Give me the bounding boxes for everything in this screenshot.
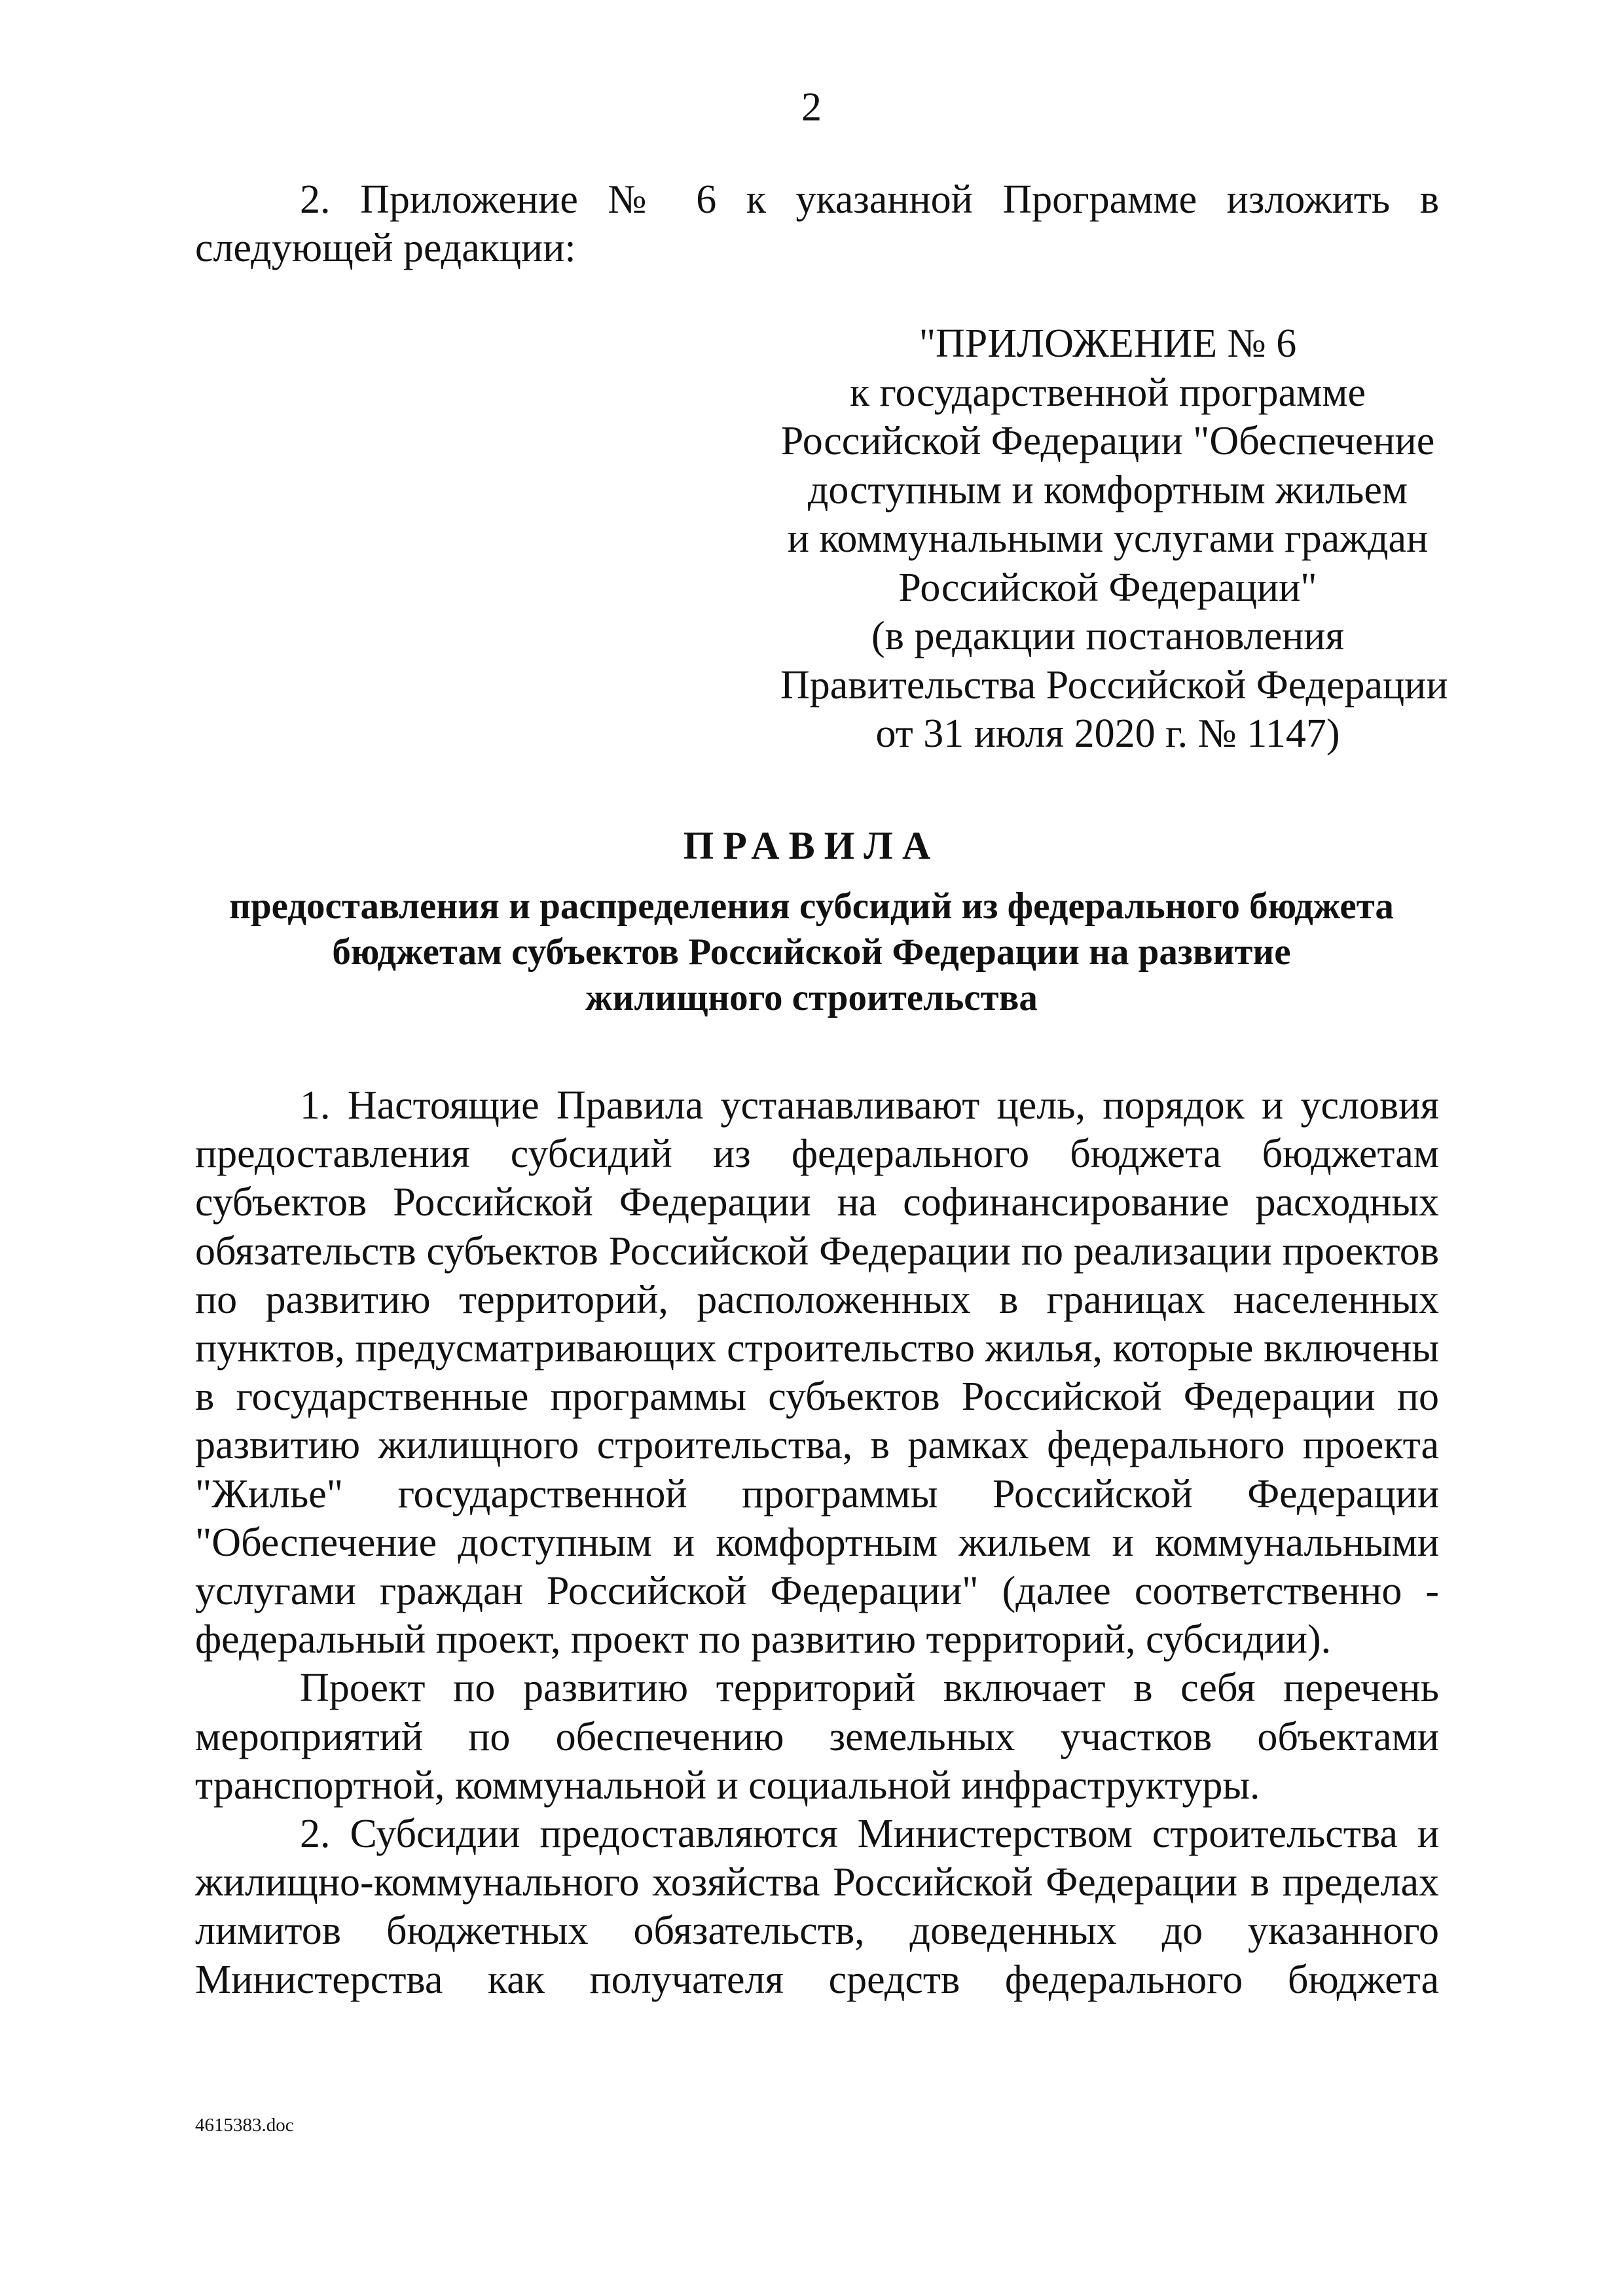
- appendix-line: Правительства Российской Федерации: [780, 662, 1448, 708]
- rules-subtitle-line: жилищного строительства: [585, 977, 1038, 1018]
- appendix-line: от 31 июля 2020 г. № 1147): [875, 711, 1340, 756]
- body-paragraph-1: 1. Настоящие Правила устанавливают цель, порядок и условия предоставления субсидий из федерального бюджета бюджетам субъектов Российской Федерации на софинансирование расходных обязательств субъектов Российской Федерации по реализации проектов по развитию территорий, расположенных в границах населенных пунктов, предусматривающих строительство жилья, которые включены в государственные программы субъектов Российской Федерации по развитию жилищного строительства, в рамках федерального проекта "Жилье" государственной программы Российской Федерации "Обеспечение доступным и комфортным жильем и коммунальными услугами граждан Российской Федерации" (далее соответственно - федеральный проект, проект по развитию территорий, субсидии).: [195, 1083, 1439, 1662]
- appendix-header: [780, 319, 1448, 759]
- appendix-line: и коммунальными услугами граждан: [787, 516, 1429, 561]
- body-paragraph-3: 2. Субсидии предоставляются Министерством строительства и жилищно-коммунального хозяйства Российской Федерации в пределах лимитов бюджетных обязательств, доведенных до указанного Министерства как получателя средств федерального бюджета: [195, 1812, 1439, 2002]
- appendix-line: Российской Федерации": [898, 565, 1317, 610]
- document-code: 4615383.doc: [195, 2115, 294, 2136]
- rules-subtitle-line: бюджетам субъектов Российской Федерации на развитие: [332, 931, 1291, 973]
- body-text: [195, 1081, 1439, 2004]
- appendix-line: доступным и комфортным жильем: [807, 467, 1408, 512]
- appendix-line: Российской Федерации "Обеспечение: [780, 419, 1435, 463]
- appendix-line: (в редакции постановления: [871, 614, 1344, 658]
- body-paragraph-2: Проект по развитию территорий включает в себя перечень мероприятий по обеспечению земельных участков объектами транспортной, коммунальной и социальной инфраструктуры.: [195, 1666, 1439, 1808]
- intro-paragraph: 2. Приложение № 6 к указанной Программе изложить в следующей редакции:: [195, 177, 1439, 270]
- appendix-line: "ПРИЛОЖЕНИЕ № 6: [919, 321, 1297, 366]
- rules-subtitle-line: предоставления и распределения субсидий из федерального бюджета: [229, 886, 1394, 927]
- page-number: 2: [801, 85, 822, 130]
- rules-subtitle: [0, 884, 1623, 1021]
- rules-heading: ПРАВИЛА: [683, 824, 940, 867]
- appendix-line: к государственной программе: [849, 370, 1366, 415]
